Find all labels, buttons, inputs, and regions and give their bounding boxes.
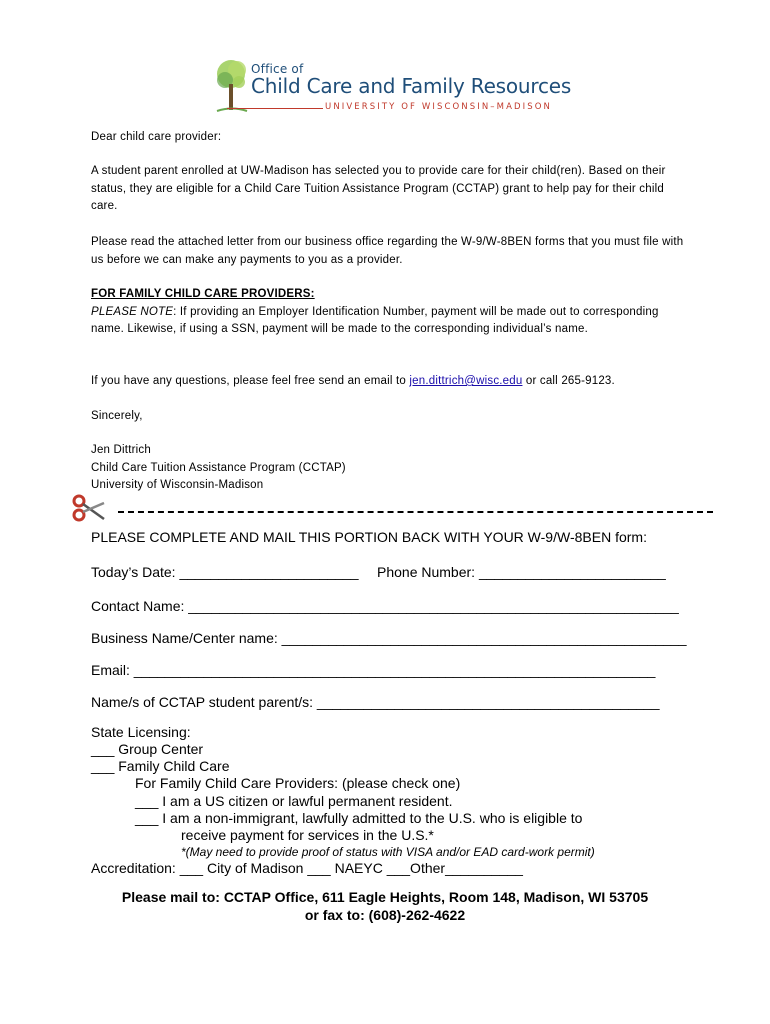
mail-address: Please mail to: CCTAP Office, 611 Eagle Heights, Room 148, Madison, WI 53705	[121, 889, 649, 905]
contact-email-link[interactable]: jen.dittrich@wisc.edu	[409, 375, 523, 387]
please-note-label: PLEASE NOTE	[91, 305, 174, 318]
cut-line	[118, 511, 713, 513]
signature-name: Jen Dittrich	[91, 444, 151, 456]
letter-signature	[91, 442, 691, 495]
phone-number-field[interactable]: Phone Number: ________________________	[377, 564, 666, 580]
logo-rule	[227, 108, 323, 109]
fax-number: or fax to: (608)-262-4622	[304, 907, 466, 923]
student-parent-field[interactable]: Name/s of CCTAP student parent/s: ____________________________________________	[91, 694, 660, 710]
letter-paragraph-1: A student parent enrolled at UW-Madison has selected you to provide care for their child(ren). Based on their status, they are eligible for a Child Care Tuition Assistance Program (CCTAP) grant to help pay for their child care.	[91, 165, 666, 212]
signature-university: University of Wisconsin-Madison	[91, 479, 264, 491]
logo-office-of: Office of	[251, 62, 304, 76]
family-provider-section	[91, 286, 691, 339]
family-child-care-option[interactable]: ___ Family Child Care	[91, 758, 230, 774]
contact-name-field[interactable]: Contact Name: _______________________________________________________________	[91, 598, 679, 614]
questions-paragraph: If you have any questions, please feel free send an email to jen.dittrich@wisc.edu or call 265-9123.	[91, 375, 615, 387]
email-field[interactable]: Email: ___________________________________________________________________	[91, 662, 656, 678]
proof-of-status-note: *(May need to provide proof of status with VISA and/or EAD card-work permit)	[181, 845, 595, 859]
tree-icon	[207, 56, 257, 116]
us-citizen-option[interactable]: ___ I am a US citizen or lawful permanent resident.	[135, 793, 453, 809]
scissors-icon	[72, 493, 108, 527]
signature-program: Child Care Tuition Assistance Program (CCTAP)	[91, 461, 346, 474]
business-name-field[interactable]: Business Name/Center name: ____________________________________________________	[91, 630, 687, 646]
logo-university: UNIVERSITY OF WISCONSIN–MADISON	[325, 102, 552, 112]
non-immigrant-option[interactable]: ___ I am a non-immigrant, lawfully admitted to the U.S. who is eligible to	[135, 810, 583, 826]
state-licensing-label: State Licensing:	[91, 724, 191, 740]
todays-date-field[interactable]: Today’s Date: _______________________	[91, 564, 359, 580]
family-provider-heading: FOR FAMILY CHILD CARE PROVIDERS:	[91, 288, 315, 300]
form-header: PLEASE COMPLETE AND MAIL THIS PORTION BACK WITH YOUR W-9/W-8BEN form:	[91, 529, 647, 545]
ocfr-logo	[207, 56, 572, 118]
letter-closing: Sincerely,	[91, 410, 143, 422]
accreditation-field[interactable]: Accreditation: ___ City of Madison ___ NAEYC ___Other__________	[91, 860, 523, 876]
logo-title: Child Care and Family Resources	[251, 74, 572, 98]
letter-greeting: Dear child care provider:	[91, 131, 222, 143]
non-immigrant-continued: receive payment for services in the U.S.*	[181, 827, 434, 843]
please-note-text: : If providing an Employer Identification Number, payment will be made out to corresponding name. Likewise, if using a SSN, payment will be made to the corresponding individual’s name.	[91, 305, 659, 335]
family-provider-note: For Family Child Care Providers: (please check one)	[135, 775, 461, 791]
letter-paragraph-2: Please read the attached letter from our business office regarding the W-9/W-8BEN forms that you must file with us before we can make any payments to you as a provider.	[91, 236, 684, 266]
group-center-option[interactable]: ___ Group Center	[91, 741, 204, 757]
